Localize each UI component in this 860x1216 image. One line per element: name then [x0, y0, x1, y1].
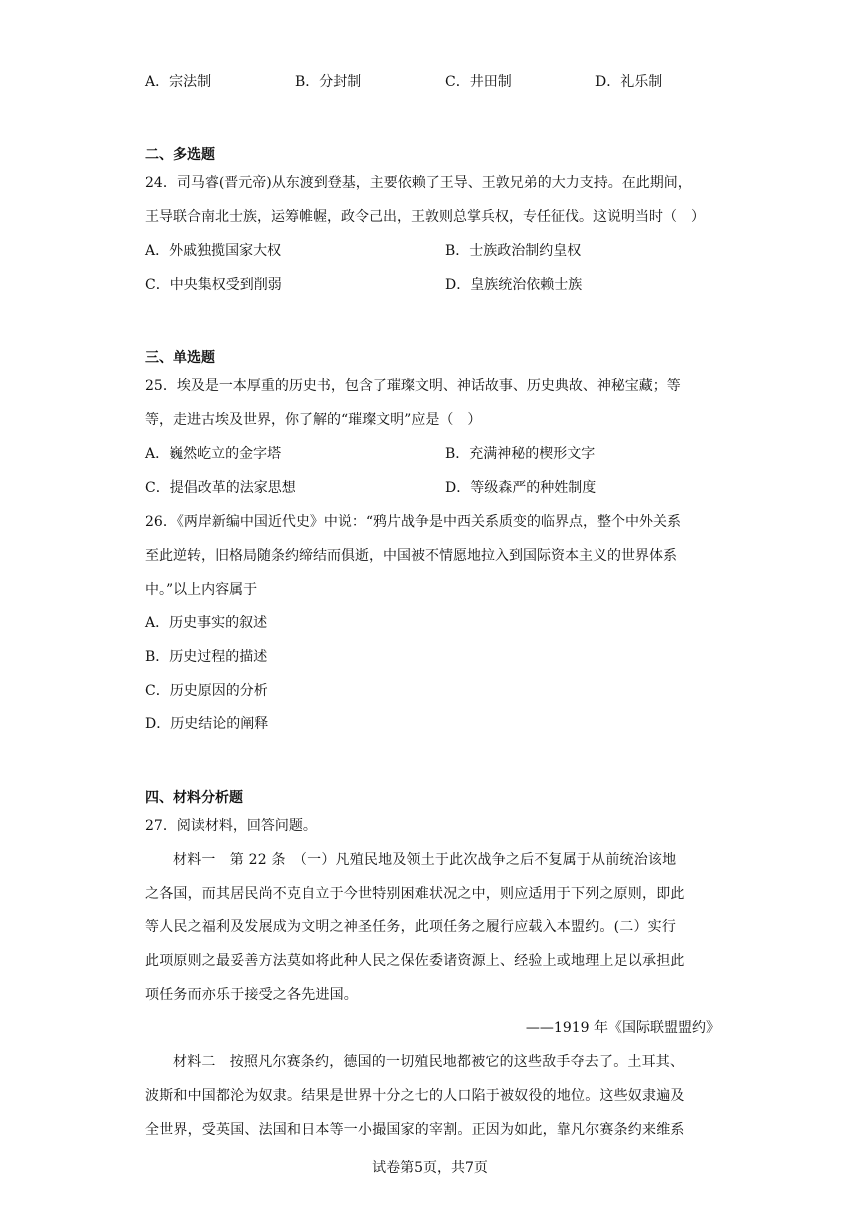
q24-option-d: D．皇族统治依赖士族: [445, 277, 583, 293]
q24-stem-line-1: 24．司马睿(晋元帝)从东渡到登基，主要依赖了王导、王敦兄弟的大力支持。在此期间，: [145, 175, 692, 191]
material2-line-3: 全世界，受英国、法国和日本等一小撮国家的宰割。正因为如此，靠凡尔赛条约来维系: [145, 1122, 685, 1138]
q24-option-b: B．士族政治制约皇权: [445, 243, 582, 259]
material2-line-2: 波斯和中国都沦为奴隶。结果是世界十分之七的人口陷于被奴役的地位。这些奴隶遍及: [145, 1088, 685, 1104]
material2-line-1: 材料二 按照凡尔赛条约，德国的一切殖民地都被它的这些敌手夺去了。土耳其、: [173, 1054, 685, 1070]
section-heading-single-choice: 三、单选题: [145, 350, 215, 366]
material1-line-2: 之各国，而其居民尚不克自立于今世特别困难状况之中，则应适用于下列之原则，即此: [145, 886, 685, 902]
q26-option-b: B．历史过程的描述: [145, 649, 268, 665]
q25-option-c: C．提倡改革的法家思想: [145, 480, 296, 496]
q26-option-a: A．历史事实的叙述: [145, 615, 268, 631]
q26-stem-line-1: 26．《两岸新编中国近代史》中说：“鸦片战争是中西关系质变的临界点，整个中外关系: [145, 514, 681, 530]
q23-option-a: A．宗法制: [145, 74, 212, 90]
q27-intro: 27．阅读材料，回答问题。: [145, 818, 317, 834]
q24-stem-line-2: 王导联合南北士族，运筹帷幄，政令己出，王敦则总掌兵权，专任征伐。这说明当时（ ）: [145, 209, 705, 225]
q25-option-b: B．充满神秘的楔形文字: [445, 446, 596, 462]
q25-option-d: D．等级森严的种姓制度: [445, 480, 597, 496]
material1-line-3: 等人民之福利及发展成为文明之神圣任务，此项任务之履行应载入本盟约。(二）实行: [145, 919, 677, 935]
q25-option-a: A．巍然屹立的金字塔: [145, 446, 282, 462]
material1-source: ——1919 年《国际联盟盟约》: [525, 1020, 720, 1036]
q25-stem-line-2: 等，走进古埃及世界，你了解的“璀璨文明”应是（ ）: [145, 412, 482, 428]
page-footer: 试卷第5页，共7页: [372, 1160, 488, 1176]
q26-option-d: D．历史结论的阐释: [145, 716, 269, 732]
q24-option-c: C．中央集权受到削弱: [145, 277, 282, 293]
q23-option-c: C．井田制: [445, 74, 512, 90]
section-heading-multiple-choice: 二、多选题: [145, 147, 215, 163]
material1-line-4: 此项原则之最妥善方法莫如将此种人民之保佐委诸资源上、经验上或地理上足以承担此: [145, 953, 685, 969]
material1-line-5: 项任务而亦乐于接受之各先进国。: [145, 987, 358, 1003]
q26-stem-line-3: 中。”以上内容属于: [145, 582, 258, 598]
material1-line-1: 材料一 第 22 条 （一）凡殖民地及领土于此次战争之后不复属于从前统治该地: [173, 852, 677, 868]
q24-option-a: A．外戚独揽国家大权: [145, 243, 282, 259]
q25-stem-line-1: 25．埃及是一本厚重的历史书，包含了璀璨文明、神话故事、历史典故、神秘宝藏；等: [145, 378, 681, 394]
q23-option-d: D．礼乐制: [595, 74, 663, 90]
q26-stem-line-2: 至此逆转，旧格局随条约缔结而俱逝，中国被不情愿地拉入到国际资本主义的世界体系: [145, 548, 677, 564]
q23-option-b: B．分封制: [295, 74, 362, 90]
q26-option-c: C．历史原因的分析: [145, 683, 268, 699]
section-heading-material-analysis: 四、材料分析题: [145, 790, 243, 806]
